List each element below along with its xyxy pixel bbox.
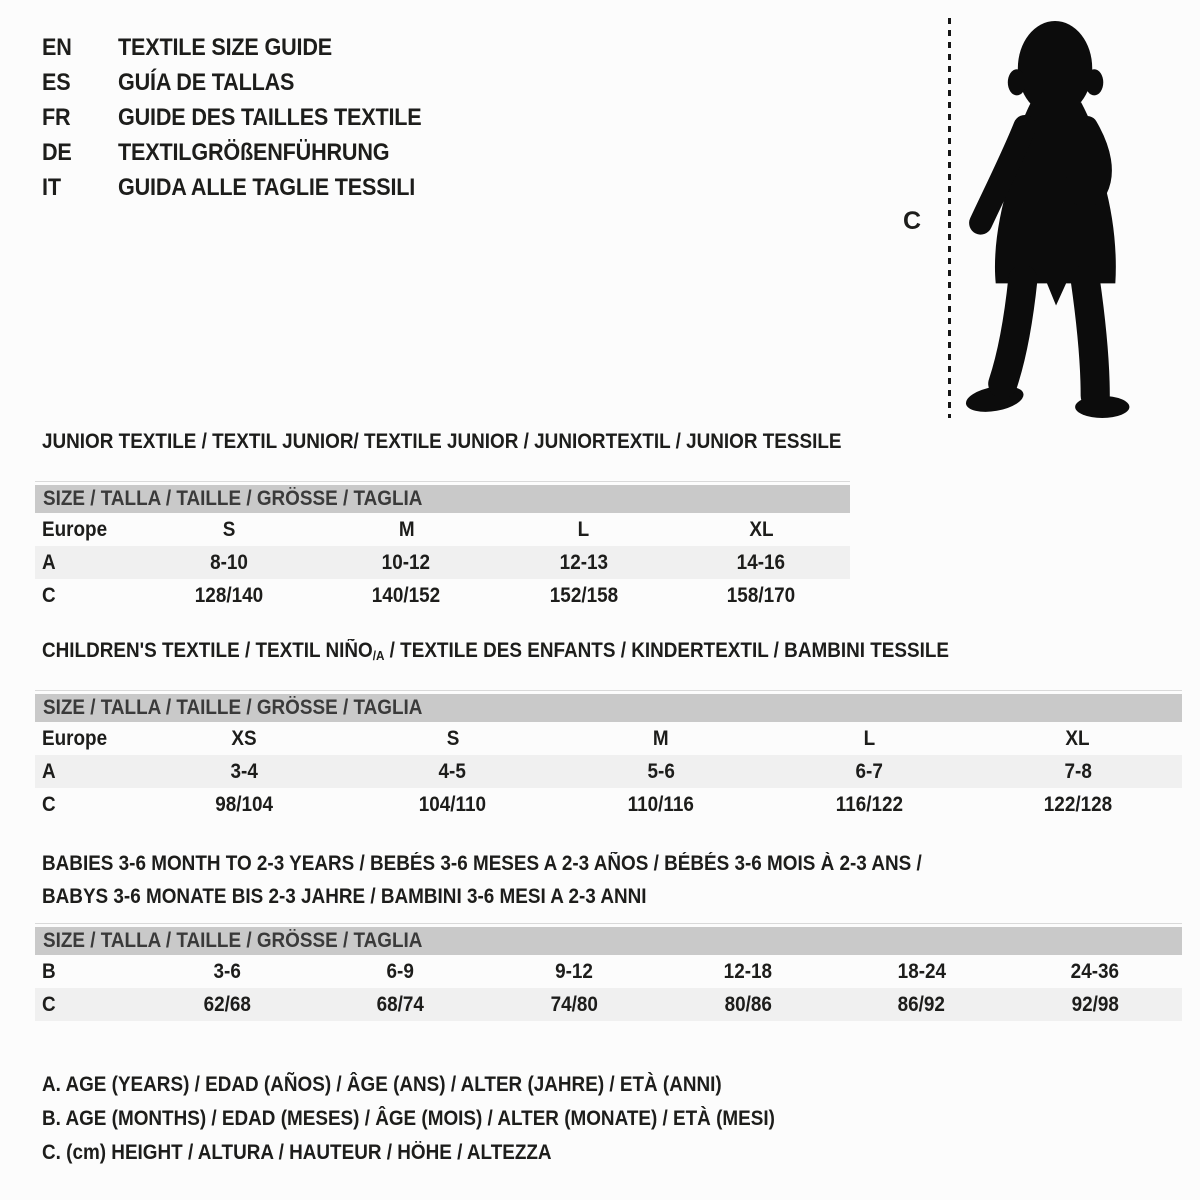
language-title-text: TEXTILE SIZE GUIDE [118, 33, 332, 61]
table-cell-text: 74/80 [550, 992, 598, 1016]
table-cell [487, 960, 661, 984]
language-code [42, 104, 118, 132]
table-top-rule [35, 690, 1182, 691]
table-cell-text: 92/98 [1071, 992, 1119, 1016]
children-size-table [35, 690, 1182, 821]
language-code [42, 69, 118, 97]
babies-title-line1 [42, 847, 1020, 880]
language-code [42, 139, 118, 167]
table-cell-text: 6-7 [855, 759, 884, 783]
table-cell-text: 158/170 [727, 583, 796, 607]
legend-line-b-text: B. AGE (MONTHS) / EDAD (MESES) / ÂGE (MOIS) / ALTER (MONATE) / ETÀ (MESI) [42, 1107, 775, 1130]
table-cell [765, 760, 973, 784]
table-cell-text: 62/68 [203, 992, 251, 1016]
table-cell-text: 152/158 [549, 583, 618, 607]
language-code-text: FR [42, 103, 71, 131]
table-cell-text: 24-36 [1070, 959, 1120, 983]
table-cell-text: 104/110 [418, 792, 487, 816]
language-row-es [42, 65, 455, 100]
language-title-text: GUIDA ALLE TAGLIE TESSILI [118, 173, 416, 201]
table-cell [557, 793, 765, 817]
table-cell-text: 128/140 [194, 583, 263, 607]
table-cell [318, 551, 496, 575]
table-cell-text: 6-9 [386, 959, 415, 983]
table-cell [673, 551, 851, 575]
table-cell [318, 584, 496, 608]
size-column-header [495, 518, 673, 542]
table-cell-text: 3-6 [213, 959, 241, 983]
table-cell [1008, 993, 1182, 1017]
height-measure-dashed-line [948, 18, 951, 418]
row-label-text: B [42, 959, 56, 983]
size-header-bar [35, 485, 850, 513]
language-title [118, 139, 420, 167]
size-header-bar-text: SIZE / TALLA / TAILLE / GRÖSSE / TAGLIA [43, 696, 423, 719]
size-column-header-text: S [222, 517, 236, 541]
babies-row-height [35, 988, 1182, 1021]
children-row-age [35, 755, 1182, 788]
table-cell-text: 4-5 [438, 759, 467, 783]
table-cell-text: 122/128 [1043, 792, 1112, 816]
size-column-header [348, 727, 556, 751]
junior-size-table [35, 481, 850, 612]
size-column-header [140, 727, 348, 751]
junior-section-title-text: JUNIOR TEXTILE / TEXTIL JUNIOR/ TEXTILE JUNIOR / JUNIORTEXTIL / JUNIOR TESSILE [42, 430, 842, 453]
babies-section-title [42, 847, 1020, 913]
table-cell-text: 98/104 [215, 792, 274, 816]
table-cell [140, 551, 318, 575]
table-cell-text: 12-18 [723, 959, 773, 983]
table-cell [140, 993, 314, 1017]
table-cell [487, 993, 661, 1017]
table-cell [661, 960, 835, 984]
legend-line-c-text: C. (cm) HEIGHT / ALTURA / HAUTEUR / HÖHE / ALTEZZA [42, 1141, 552, 1164]
table-cell [314, 993, 488, 1017]
row-label-text: C [42, 992, 56, 1016]
table-cell-text: 14-16 [737, 550, 786, 574]
babies-row-months [35, 955, 1182, 988]
size-column-header-text: M [398, 517, 415, 541]
size-header-bar-text: SIZE / TALLA / TAILLE / GRÖSSE / TAGLIA [43, 487, 423, 510]
children-title-subscript: /A [372, 648, 385, 663]
language-title-text: TEXTILGRÖßENFÜHRUNG [118, 138, 390, 166]
language-title [118, 174, 448, 202]
table-cell-text: 140/152 [372, 583, 441, 607]
language-row-it [42, 170, 455, 205]
babies-title-line2-text: BABYS 3-6 MONATE BIS 2-3 JAHRE / BAMBINI 3-6 MESI A 2-3 ANNI [42, 885, 647, 908]
row-label-text: A [42, 759, 56, 783]
table-cell-text: 8-10 [209, 550, 248, 574]
row-label [35, 793, 140, 817]
language-title-text: GUÍA DE TALLAS [118, 68, 295, 96]
row-label [35, 551, 140, 575]
children-header-row [35, 722, 1182, 755]
table-top-rule [35, 481, 850, 482]
legend-line-c [42, 1136, 856, 1170]
table-cell [348, 793, 556, 817]
table-cell-text: 12-13 [559, 550, 608, 574]
table-cell [661, 993, 835, 1017]
babies-title-line1-text: BABIES 3-6 MONTH TO 2-3 YEARS / BEBÉS 3-6 MESES A 2-3 AÑOS / BÉBÉS 3-6 MOIS À 2-3 ANS / [42, 852, 922, 875]
row-label-text: A [42, 550, 56, 574]
language-row-de [42, 135, 455, 170]
table-cell [835, 993, 1009, 1017]
row-label [35, 727, 140, 751]
table-cell [974, 760, 1182, 784]
table-cell [673, 584, 851, 608]
row-label [35, 584, 140, 608]
table-cell [495, 584, 673, 608]
table-cell [140, 584, 318, 608]
junior-header-row [35, 513, 850, 546]
size-column-header-text: S [446, 726, 459, 750]
size-column-header [318, 518, 496, 542]
table-cell-text: 7-8 [1064, 759, 1092, 783]
language-row-fr [42, 100, 455, 135]
table-cell [765, 793, 973, 817]
table-cell [140, 793, 348, 817]
legend-line-a-text: A. AGE (YEARS) / EDAD (AÑOS) / ÂGE (ANS) / ALTER (JAHRE) / ETÀ (ANNI) [42, 1073, 722, 1096]
table-cell [974, 793, 1182, 817]
legend-line-a [42, 1068, 856, 1102]
table-cell-text: 110/116 [627, 792, 695, 816]
table-cell-text: 68/74 [376, 992, 425, 1016]
table-cell [835, 960, 1009, 984]
height-measure-label: C [903, 207, 922, 235]
language-code-text: IT [42, 173, 61, 201]
row-label-text: C [42, 583, 56, 607]
size-column-header-text: L [863, 726, 876, 750]
row-label [35, 960, 140, 984]
language-code-text: ES [42, 68, 71, 96]
table-cell-text: 3-4 [230, 759, 258, 783]
table-cell-text: 116/122 [835, 792, 904, 816]
size-column-header-text: XL [1065, 726, 1090, 750]
legend-line-b [42, 1102, 856, 1136]
size-column-header [974, 727, 1182, 751]
size-column-header [557, 727, 765, 751]
table-cell [314, 960, 488, 984]
row-label-text: Europe [42, 726, 108, 750]
language-code [42, 34, 118, 62]
junior-row-age [35, 546, 850, 579]
table-cell [1008, 960, 1182, 984]
language-row-en [42, 30, 455, 65]
table-cell [495, 551, 673, 575]
row-label [35, 993, 140, 1017]
table-cell [348, 760, 556, 784]
language-title [118, 69, 314, 97]
size-column-header [673, 518, 851, 542]
table-cell-text: 9-12 [555, 959, 594, 983]
language-title-list [42, 30, 455, 205]
size-column-header [765, 727, 973, 751]
size-column-header [140, 518, 318, 542]
table-cell-text: 18-24 [897, 959, 946, 983]
table-cell [557, 760, 765, 784]
language-code-text: EN [42, 33, 72, 61]
table-cell-text: 86/92 [897, 992, 946, 1016]
size-column-header-text: L [577, 517, 590, 541]
children-row-height [35, 788, 1182, 821]
language-title [118, 104, 455, 132]
size-header-bar [35, 927, 1182, 955]
table-cell [140, 960, 314, 984]
language-title [118, 34, 356, 62]
junior-row-height [35, 579, 850, 612]
language-title-text: GUIDE DES TAILLES TEXTILE [118, 103, 422, 131]
row-label [35, 760, 140, 784]
babies-size-table [35, 923, 1182, 1021]
row-label [35, 518, 140, 542]
table-cell-text: 80/86 [724, 992, 772, 1016]
size-header-bar-text: SIZE / TALLA / TAILLE / GRÖSSE / TAGLIA [43, 929, 423, 952]
size-column-header-text: XL [749, 517, 774, 541]
language-code-text: DE [42, 138, 72, 166]
junior-section-title [42, 431, 930, 453]
toddler-silhouette-image [962, 16, 1136, 418]
size-column-header-text: M [653, 726, 669, 750]
children-title-post: / TEXTILE DES ENFANTS / KINDERTEXTIL / BAMBINI TESSILE [384, 639, 950, 662]
table-cell [140, 760, 348, 784]
size-column-header-text: XS [231, 726, 257, 750]
table-cell-text: 10-12 [382, 550, 431, 574]
size-header-bar [35, 694, 1182, 722]
table-cell-text: 5-6 [647, 759, 675, 783]
measurement-legend [42, 1068, 856, 1170]
babies-title-line2 [42, 880, 1020, 913]
language-code [42, 174, 118, 202]
children-section-title-text [42, 640, 949, 667]
children-section-title [42, 640, 1050, 667]
row-label-text: C [42, 792, 56, 816]
row-label-text: Europe [42, 517, 108, 541]
table-top-rule [35, 923, 1182, 924]
children-title-pre: CHILDREN'S TEXTILE / TEXTIL NIÑO [42, 639, 373, 662]
